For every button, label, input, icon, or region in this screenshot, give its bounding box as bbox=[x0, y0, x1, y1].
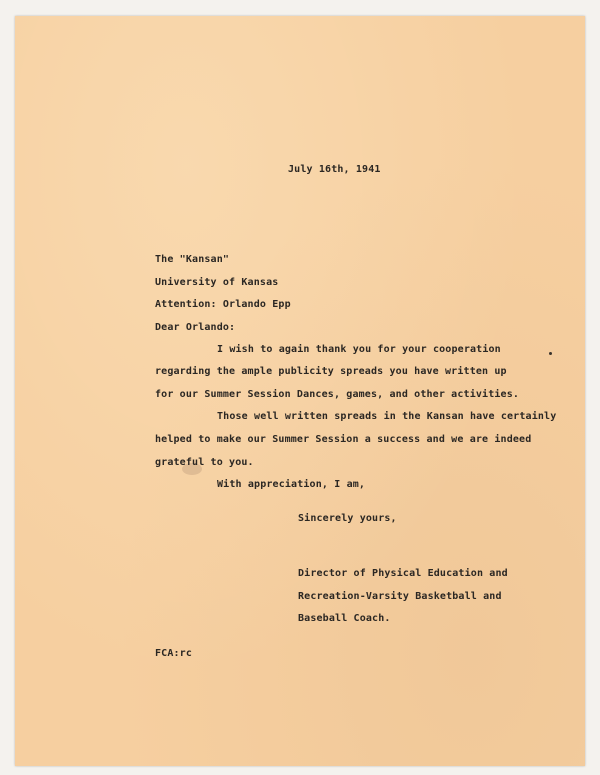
body-line-2: regarding the ample publicity spreads you have written up bbox=[155, 366, 507, 377]
signature-title-line-2: Recreation-Varsity Basketball and bbox=[298, 591, 502, 602]
signature-title-line-3: Baseball Coach. bbox=[298, 613, 391, 624]
body-line-6: grateful to you. bbox=[155, 457, 254, 468]
recipient-institution: University of Kansas bbox=[155, 277, 279, 288]
body-line-7: With appreciation, I am, bbox=[217, 479, 366, 490]
typist-initials: FCA:rc bbox=[155, 648, 193, 659]
ink-speck bbox=[549, 352, 552, 355]
recipient-name: The "Kansan" bbox=[155, 254, 230, 265]
body-line-4: Those well written spreads in the Kansan have certainly bbox=[217, 411, 557, 422]
body-line-3: for our Summer Session Dances, games, and other activities. bbox=[155, 389, 520, 400]
salutation: Dear Orlando: bbox=[155, 322, 236, 333]
signature-title-line-1: Director of Physical Education and bbox=[298, 568, 508, 579]
body-line-1: I wish to again thank you for your cooperation bbox=[217, 344, 501, 355]
letter-date: July 16th, 1941 bbox=[288, 164, 381, 175]
closing: Sincerely yours, bbox=[298, 513, 397, 524]
body-line-5: helped to make our Summer Session a success and we are indeed bbox=[155, 434, 532, 445]
recipient-attention: Attention: Orlando Epp bbox=[155, 299, 291, 310]
